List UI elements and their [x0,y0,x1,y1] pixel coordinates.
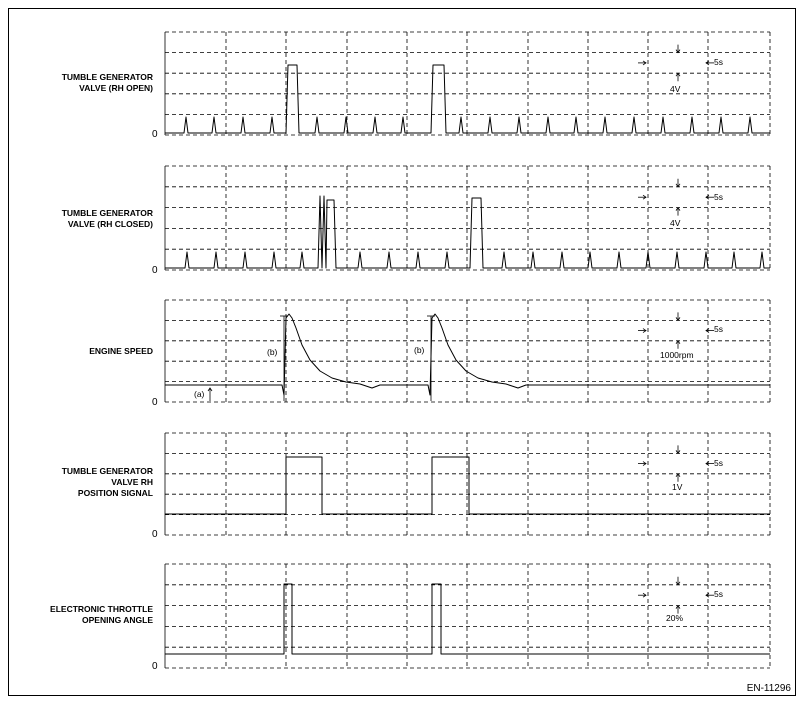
zero-label: 0 [152,397,158,408]
scale-marker-icon [638,45,714,82]
figure-code: EN-11296 [746,683,791,694]
scale-marker-icon [638,312,714,348]
zero-label: 0 [152,529,158,540]
zero-label: 0 [152,661,158,672]
channel-label-line-2: VALVE (RH OPEN) [79,83,153,93]
panel-tgv-rh-position [62,433,770,540]
panel-tgv-rh-open [62,32,770,140]
channel-label-line-2: OPENING ANGLE [82,615,153,625]
panel-etc-angle [50,564,770,672]
channel-label-line-1: ELECTRONIC THROTTLE [50,604,153,614]
time-scale-label: 5s [714,589,723,599]
time-scale-label: 5s [714,324,723,334]
panel-engine-speed [89,300,770,408]
channel-label-line-1: ENGINE SPEED [89,346,153,356]
amp-scale-label: 1V [672,482,683,492]
time-scale-label: 5s [714,57,723,67]
channel-label-line-1: TUMBLE GENERATOR [61,466,153,476]
zero-label: 0 [152,129,158,140]
scale-marker-icon [638,179,714,216]
time-scale-label: 5s [714,458,723,468]
amp-scale-label: 4V [670,218,681,228]
panel-tgv-rh-closed [62,166,770,276]
time-scale-label: 5s [714,192,723,202]
annotation-b-second: (b) [414,345,425,355]
amp-scale-label: 4V [670,84,681,94]
scale-marker-icon [638,445,714,481]
channel-label-line-3: POSITION SIGNAL [77,488,153,498]
waveform-trace [165,196,770,268]
channel-label-line-1: TUMBLE GENERATOR [61,72,153,82]
annotation-a: (a) [194,389,205,399]
amp-scale-label: 20% [666,613,684,623]
annotation-b-first: (b) [267,347,278,357]
zero-label: 0 [152,265,158,276]
channel-label-line-2: VALVE (RH CLOSED) [67,219,153,229]
scale-marker-icon [638,577,714,614]
channel-label-line-2: VALVE RH [111,477,153,487]
amp-scale-label: 1000rpm [660,350,694,360]
channel-label-line-1: TUMBLE GENERATOR [61,208,153,218]
